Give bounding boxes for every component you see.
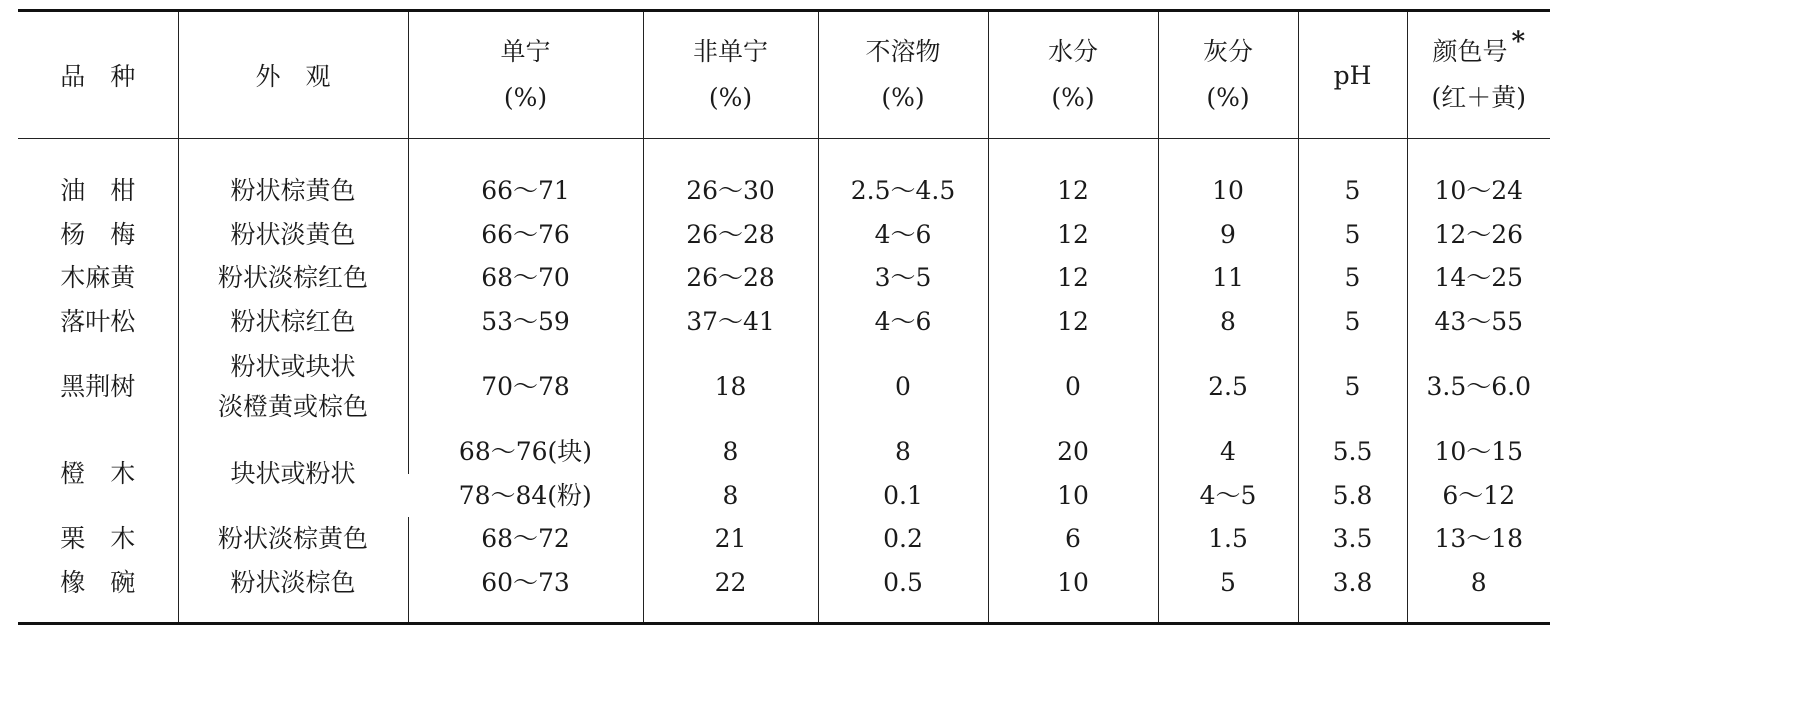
header-text: 品 种 <box>60 62 136 91</box>
cell-ph: 3.8 <box>1298 561 1407 624</box>
cell-tannin: 70～78 <box>408 343 643 430</box>
table-row <box>18 139 1550 213</box>
col-header-non-tannin <box>643 11 818 139</box>
cell-color-number: 12～26 <box>1407 213 1550 257</box>
appearance-line: 淡橙黄或棕色 <box>217 391 368 421</box>
header-row <box>18 11 1550 139</box>
header-unit: (红＋黄) <box>1431 83 1526 112</box>
cell-tannin: 68～70 <box>408 256 643 300</box>
cell-appearance: 粉状淡棕红色 <box>178 256 408 300</box>
cell-appearance: 粉状淡黄色 <box>178 213 408 257</box>
col-header-tannin <box>408 11 643 139</box>
header-unit: (%) <box>1051 83 1095 112</box>
cell-ash: 4 <box>1158 430 1298 474</box>
cell-moisture: 12 <box>988 213 1158 257</box>
header-unit: (%) <box>503 83 548 112</box>
cell-variety: 橙 木 <box>60 458 136 488</box>
cell-non-tannin: 22 <box>643 561 818 624</box>
footnote-asterisk: * <box>1511 27 1526 57</box>
col-header-variety <box>18 11 178 139</box>
header-text: 单宁 <box>500 37 551 66</box>
table-row <box>18 300 1550 344</box>
cell-insoluble: 0.5 <box>818 561 988 624</box>
cell-tannin: 53～59 <box>408 300 643 344</box>
cell-appearance: 块状或粉状 <box>178 430 408 517</box>
cell-color-number: 6～12 <box>1407 474 1550 518</box>
cell-ph: 5 <box>1298 139 1407 213</box>
cell-insoluble: 4～6 <box>818 300 988 344</box>
cell-moisture: 0 <box>988 343 1158 430</box>
cell-moisture: 12 <box>988 256 1158 300</box>
cell-color-number: 10～15 <box>1407 430 1550 474</box>
cell-moisture: 12 <box>988 300 1158 344</box>
cell-ph: 5.5 <box>1298 430 1407 474</box>
cell-non-tannin: 21 <box>643 517 818 561</box>
cell-insoluble: 0.2 <box>818 517 988 561</box>
cell-variety: 木麻黄 <box>60 263 136 292</box>
cell-moisture: 10 <box>988 561 1158 624</box>
cell-insoluble: 0 <box>818 343 988 430</box>
cell-non-tannin: 18 <box>643 343 818 430</box>
cell-insoluble: 2.5～4.5 <box>818 139 988 213</box>
header-text: 水分 <box>1047 37 1098 66</box>
cell-non-tannin: 8 <box>643 430 818 474</box>
col-header-insoluble <box>818 11 988 139</box>
cell-insoluble: 4～6 <box>818 213 988 257</box>
table-row <box>18 517 1550 561</box>
cell-ash: 4～5 <box>1158 474 1298 518</box>
cell-insoluble: 8 <box>818 430 988 474</box>
tannin-extract-properties-table <box>18 9 1550 625</box>
cell-moisture: 12 <box>988 139 1158 213</box>
col-header-ph <box>1298 11 1407 139</box>
cell-ash: 9 <box>1158 213 1298 257</box>
cell-tannin: 78～84(粉) <box>458 480 592 510</box>
cell-ash: 8 <box>1158 300 1298 344</box>
cell-color-number: 14～25 <box>1407 256 1550 300</box>
col-header-moisture <box>988 11 1158 139</box>
cell-ph: 5 <box>1298 300 1407 344</box>
header-text: 不溶物 <box>865 37 941 66</box>
table-row <box>18 561 1550 624</box>
cell-moisture: 6 <box>988 517 1158 561</box>
table-row <box>18 343 1550 430</box>
header-text: pH <box>1333 60 1372 90</box>
header-text: 灰分 <box>1202 37 1253 66</box>
cell-tannin: 66～71 <box>408 139 643 213</box>
table-row <box>18 256 1550 300</box>
cell-tannin: 68～72 <box>408 517 643 561</box>
header-unit: (%) <box>881 83 925 112</box>
cell-ph: 5 <box>1298 343 1407 430</box>
cell-variety: 栗 木 <box>60 524 136 553</box>
cell-moisture: 10 <box>988 474 1158 518</box>
cell-ash: 5 <box>1158 561 1298 624</box>
cell-non-tannin: 37～41 <box>643 300 818 344</box>
cell-tannin: 60～73 <box>408 561 643 624</box>
cell-appearance <box>178 343 408 430</box>
appearance-line: 粉状或块状 <box>230 351 356 381</box>
cell-variety: 落叶松 <box>60 306 136 336</box>
cell-ph: 5 <box>1298 213 1407 257</box>
header-text: 颜色号 <box>1432 37 1508 66</box>
cell-appearance: 粉状淡棕黄色 <box>178 517 408 561</box>
cell-ash: 11 <box>1158 256 1298 300</box>
cell-variety: 橡 碗 <box>60 567 136 597</box>
cell-non-tannin: 26～30 <box>643 139 818 213</box>
cell-ph: 3.5 <box>1298 517 1407 561</box>
table-row <box>18 430 1550 474</box>
cell-ash: 1.5 <box>1158 517 1298 561</box>
cell-color-number: 8 <box>1407 561 1550 624</box>
cell-insoluble: 0.1 <box>818 474 988 518</box>
cell-appearance: 粉状棕黄色 <box>178 139 408 213</box>
table-row <box>18 213 1550 257</box>
cell-appearance: 粉状棕红色 <box>178 300 408 344</box>
cell-color-number: 3.5～6.0 <box>1407 343 1550 430</box>
header-unit: (%) <box>708 83 753 112</box>
col-header-appearance <box>178 11 408 139</box>
header-unit: (%) <box>1206 83 1250 112</box>
header-text: 外 观 <box>255 62 331 91</box>
cell-ash: 10 <box>1158 139 1298 213</box>
header-text: 非单宁 <box>692 37 768 66</box>
cell-non-tannin: 8 <box>643 474 818 518</box>
cell-color-number: 43～55 <box>1407 300 1550 344</box>
cell-appearance: 粉状淡棕色 <box>178 561 408 624</box>
col-header-ash <box>1158 11 1298 139</box>
cell-ph: 5 <box>1298 256 1407 300</box>
cell-ash: 2.5 <box>1158 343 1298 430</box>
table-header <box>18 11 1550 139</box>
cell-color-number: 13～18 <box>1407 517 1550 561</box>
cell-variety: 黑荆树 <box>60 371 136 401</box>
col-header-color-number <box>1407 11 1550 139</box>
table-body <box>18 139 1550 624</box>
cell-variety: 油 柑 <box>60 176 136 205</box>
cell-non-tannin: 26～28 <box>643 256 818 300</box>
cell-tannin: 68～76(块) <box>408 430 643 474</box>
cell-moisture: 20 <box>988 430 1158 474</box>
cell-non-tannin: 26～28 <box>643 213 818 257</box>
cell-tannin: 66～76 <box>408 213 643 257</box>
cell-variety: 杨 梅 <box>60 219 136 249</box>
cell-color-number: 10～24 <box>1407 139 1550 213</box>
cell-ph: 5.8 <box>1298 474 1407 518</box>
cell-insoluble: 3～5 <box>818 256 988 300</box>
